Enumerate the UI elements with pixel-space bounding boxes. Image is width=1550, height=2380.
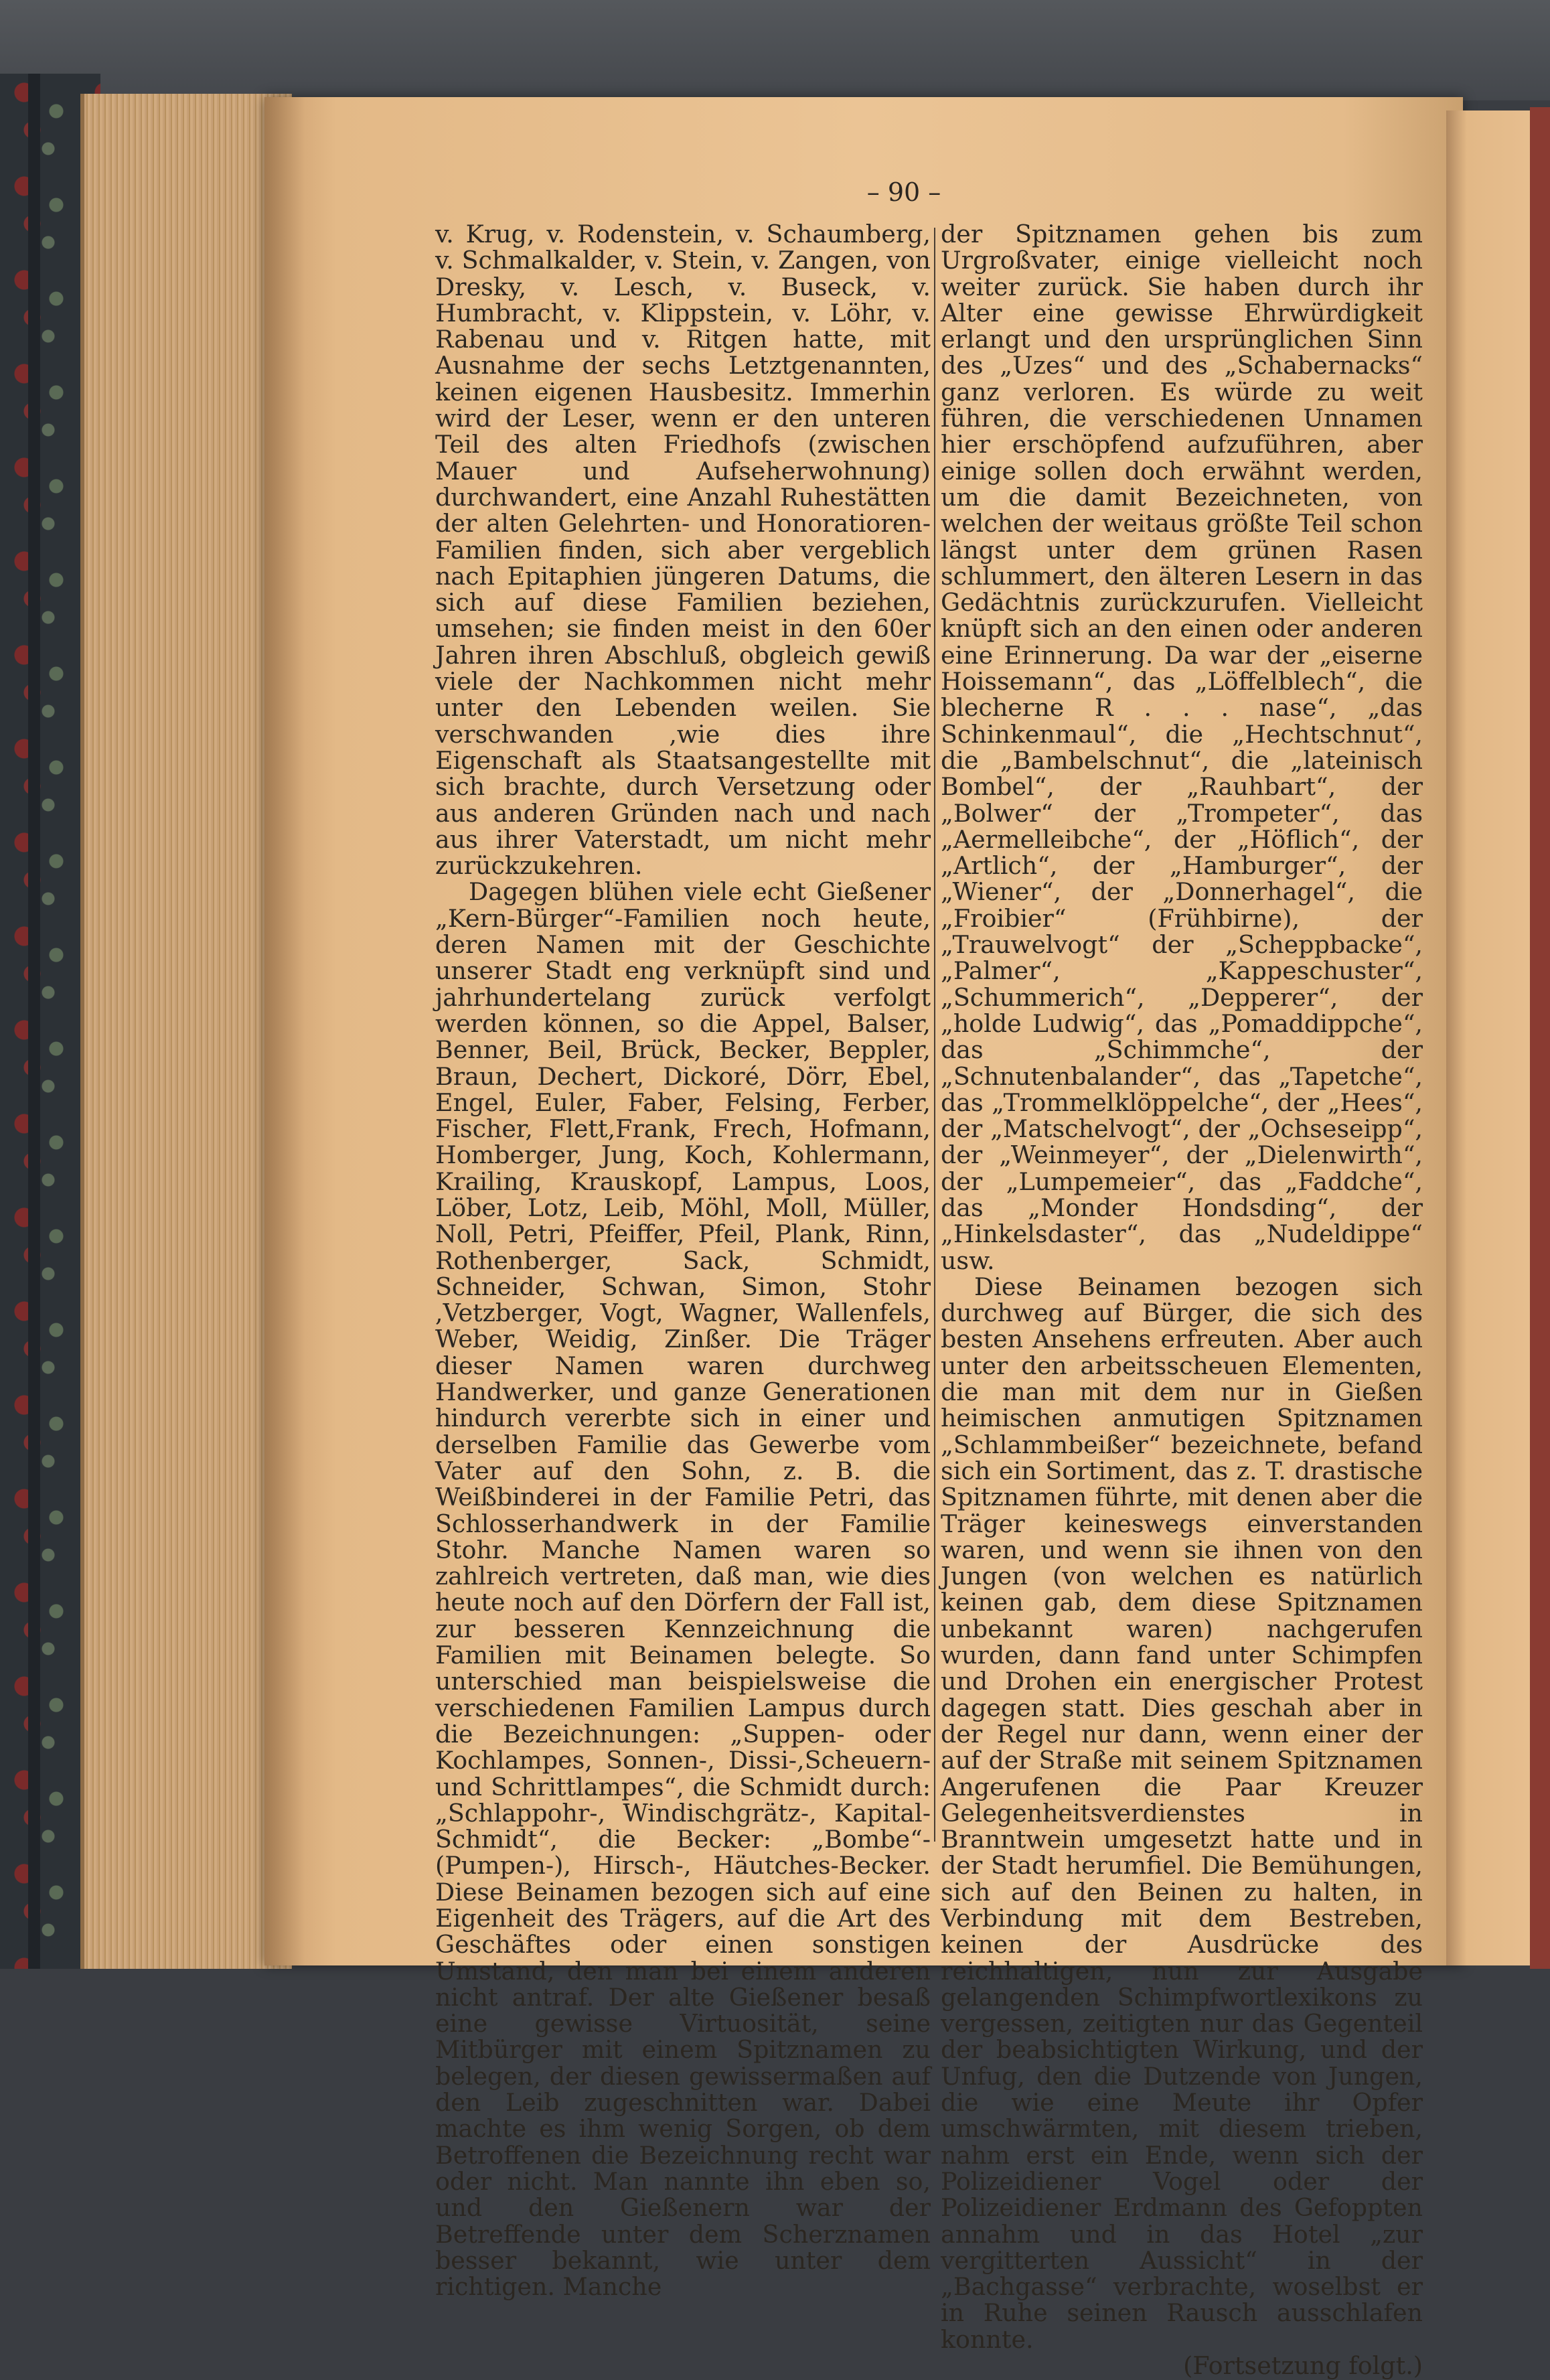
- column-divider: [934, 228, 935, 1842]
- paragraph: Diese Beinamen bezogen sich durchweg auf Bürger, die sich des besten Ansehens erfreuten. Aber auch unter den arbeitsscheuen Elementen, die man mit dem nur in Gießen heimischen anmutigen Spitznamen „Schlammbeißer“ bezeichnete, befand sich ein Sortiment, das z. T. drastische Spitznamen führte, mit denen aber die Träger keineswegs einverstanden waren, und wenn sie ihnen von den Jungen (von welchen es natürlich keinen gab, dem diese Spitznamen unbekannt waren) nachgerufen wurden, dann fand unter Schimpfen und Drohen ein energischer Protest dagegen statt. Dies geschah aber in der Regel nur dann, wenn einer der auf der Straße mit seinem Spitznamen Angerufenen die Paar Kreuzer Gelegenheitsverdienstes in Branntwein umgesetzt hatte und in der Stadt herumfiel. Die Bemühungen, sich auf den Beinen zu halten, in Verbindung mit dem Bestreben, keinen der Ausdrücke des reichhaltigen, nun zur Ausgabe gelangenden Schimpfwortlexikons zu vergessen, zeitigten nur das Gegenteil der beabsichtigten Wirkung, und der Unfug, den die Dutzende von Jungen, die wie eine Meute ihr Opfer umschwärmten, mit diesem trieben, nahm erst ein Ende, wenn sich der Polizeidiener Vogel oder der Polizeidiener Erdmann des Gefoppten annahm und in das Hotel „zur vergitterten Aussicht“ in der „Bachgasse“ verbrachte, woselbst er in Ruhe seinen Rausch ausschlafen konnte.: [941, 1272, 1423, 2354]
- gutter-shadow: [264, 97, 305, 1965]
- table-surface: [0, 0, 1550, 100]
- paragraph: v. Krug, v. Rodenstein, v. Schaumberg, v. Schmalkalder, v. Stein, v. Zangen, von Dresky, v. Lesch, v. Buseck, v. Humbracht, v. Klippstein, v. Löhr, v. Rabenau und v. Ritgen hatte, mit Ausnahme der sechs Letztgenannten, keinen eigenen Hausbesitz. Immerhin wird der Leser, wenn er den unteren Teil des alten Friedhofs (zwischen Mauer und Aufseherwohnung) durchwandert, eine Anzahl Ruhestätten der alten Gelehrten- und Honoratioren-Familien finden, sich aber vergeblich nach Epitaphien jüngeren Datums, die sich auf diese Familien beziehen, umsehen; sie finden meist in den 60er Jahren ihren Abschluß, obgleich gewiß viele der Nachkommen nicht mehr unter den Lebenden weilen. Sie verschwanden ,wie dies ihre Eigenschaft als Staatsangestellte mit sich brachte, durch Versetzung oder aus anderen Gründen nach und nach aus ihrer Vaterstadt, um nicht mehr zurückzukehren.: [435, 220, 931, 881]
- right-text-column: [941, 221, 1423, 2379]
- paragraph: Dagegen blühen viele echt Gießener „Kern-Bürger“-Familien noch heute, deren Namen mit der Geschichte unserer Stadt eng verknüpft sind und jahrhundertelang zurück verfolgt werden können, so die Appel, Balser, Benner, Beil, Brück, Becker, Beppler, Braun, Dechert, Dickoré, Dörr, Ebel, Engel, Euler, Faber, Felsing, Ferber, Fischer, Flett,Frank, Frech, Hofmann, Homberger, Jung, Koch, Kohlermann, Krailing, Krauskopf, Lampus, Loos, Löber, Lotz, Leib, Möhl, Moll, Müller, Noll, Petri, Pfeiffer, Pfeil, Plank, Rinn, Rothenberger, Sack, Schmidt, Schneider, Schwan, Simon, Stohr ,Vetzberger, Vogt, Wagner, Wallenfels, Weber, Weidig, Zinßer. Die Träger dieser Namen waren durchweg Handwerker, und ganze Generationen hindurch vererbte sich in einer und derselben Familie das Gewerbe vom Vater auf den Sohn, z. B. die Weißbinderei in der Familie Petri, das Schlosserhandwerk in der Familie Stohr. Manche Namen waren so zahlreich vertreten, daß man, wie dies heute noch auf den Dörfern der Fall ist, zur besseren Kennzeichnung die Familien mit Beinamen belegte. So unterschied man beispielsweise die verschiedenen Familien Lampus durch die Bezeichnungen: „Suppen- oder Kochlampes, Sonnen-, Dissi-,Scheuern- und Schrittlampes“, die Schmidt durch: „Schlappohr-, Windischgrätz-, Kapital-Schmidt“, die Becker: „Bombe“- (Pumpen-), Hirsch-, Häutches-Becker. Diese Beinamen bezogen sich auf eine Eigenheit des Trägers, auf die Art des Geschäftes oder einen sonstigen Umstand, den man bei einem anderen nicht antraf. Der alte Gießener besaß eine gewisse Virtuosität, seine Mitbürger mit einem Spitznamen zu belegen, der diesen gewissermaßen auf den Leib zugeschnitten war. Dabei machte es ihm wenig Sorgen, ob dem Betroffenen die Bezeichnung recht war oder nicht. Man nannte ihn eben so, und den Gießenern war der Betreffende unter dem Scherznamen besser bekannt, wie unter dem richtigen. Manche: [435, 877, 931, 2302]
- page-number: – 90 –: [866, 177, 941, 207]
- facing-page-edge: [1530, 107, 1550, 1969]
- paragraph: der Spitznamen gehen bis zum Urgroßvater, einige vielleicht noch weiter zurück. Sie haben durch ihr Alter eine gewisse Ehrwürdigkeit erlangt und den ursprünglichen Sinn des „Uzes“ und des „Schabernacks“ ganz verloren. Es würde zu weit führen, die verschiedenen Unnamen hier erschöpfend aufzuführen, aber einige sollen doch erwähnt werden, um die damit Bezeichneten, von welchen der weitaus größte Teil schon längst unter dem grünen Rasen schlummert, den älteren Lesern in das Gedächtnis zurückzurufen. Vielleicht knüpft sich an den einen oder anderen eine Erinnerung. Da war der „eiserne Hoissemann“, das „Löffelblech“, die blecherne R . . . nase“, „das Schinkenmaul“, die „Hechtschnut“, die „Bambelschnut“, die „lateinisch Bombel“, der „Rauhbart“, der „Bolwer“ der „Trompeter“, das „Aermelleibche“, der „Höflich“, der „Artlich“, der „Hamburger“, der „Wiener“, der „Donnerhagel“, die „Froibier“ (Frühbirne), der „Trauwelvogt“ der „Scheppbacke“, „Palmer“, „Kappeschuster“, „Schummerich“, „Depperer“, der „holde Ludwig“, das „Pomaddippche“, das „Schimmche“, der „Schnutenbalander“, das „Tapetche“, das „Trommelklöppelche“, der „Hees“, der „Matschelvogt“, der „Ochseseipp“, der „Weinmeyer“, der „Dielenwirth“, der „Lumpemeier“, das „Faddche“, das „Monder Hondsding“, der „Hinkelsdaster“, das „Nudeldippe“ usw.: [941, 220, 1423, 1275]
- book-spine-edge: [28, 74, 40, 1969]
- page-stack-edges: [80, 94, 292, 1969]
- left-text-column: [435, 221, 931, 2300]
- continuation-note: (Fortsetzung folgt.): [1183, 2351, 1423, 2380]
